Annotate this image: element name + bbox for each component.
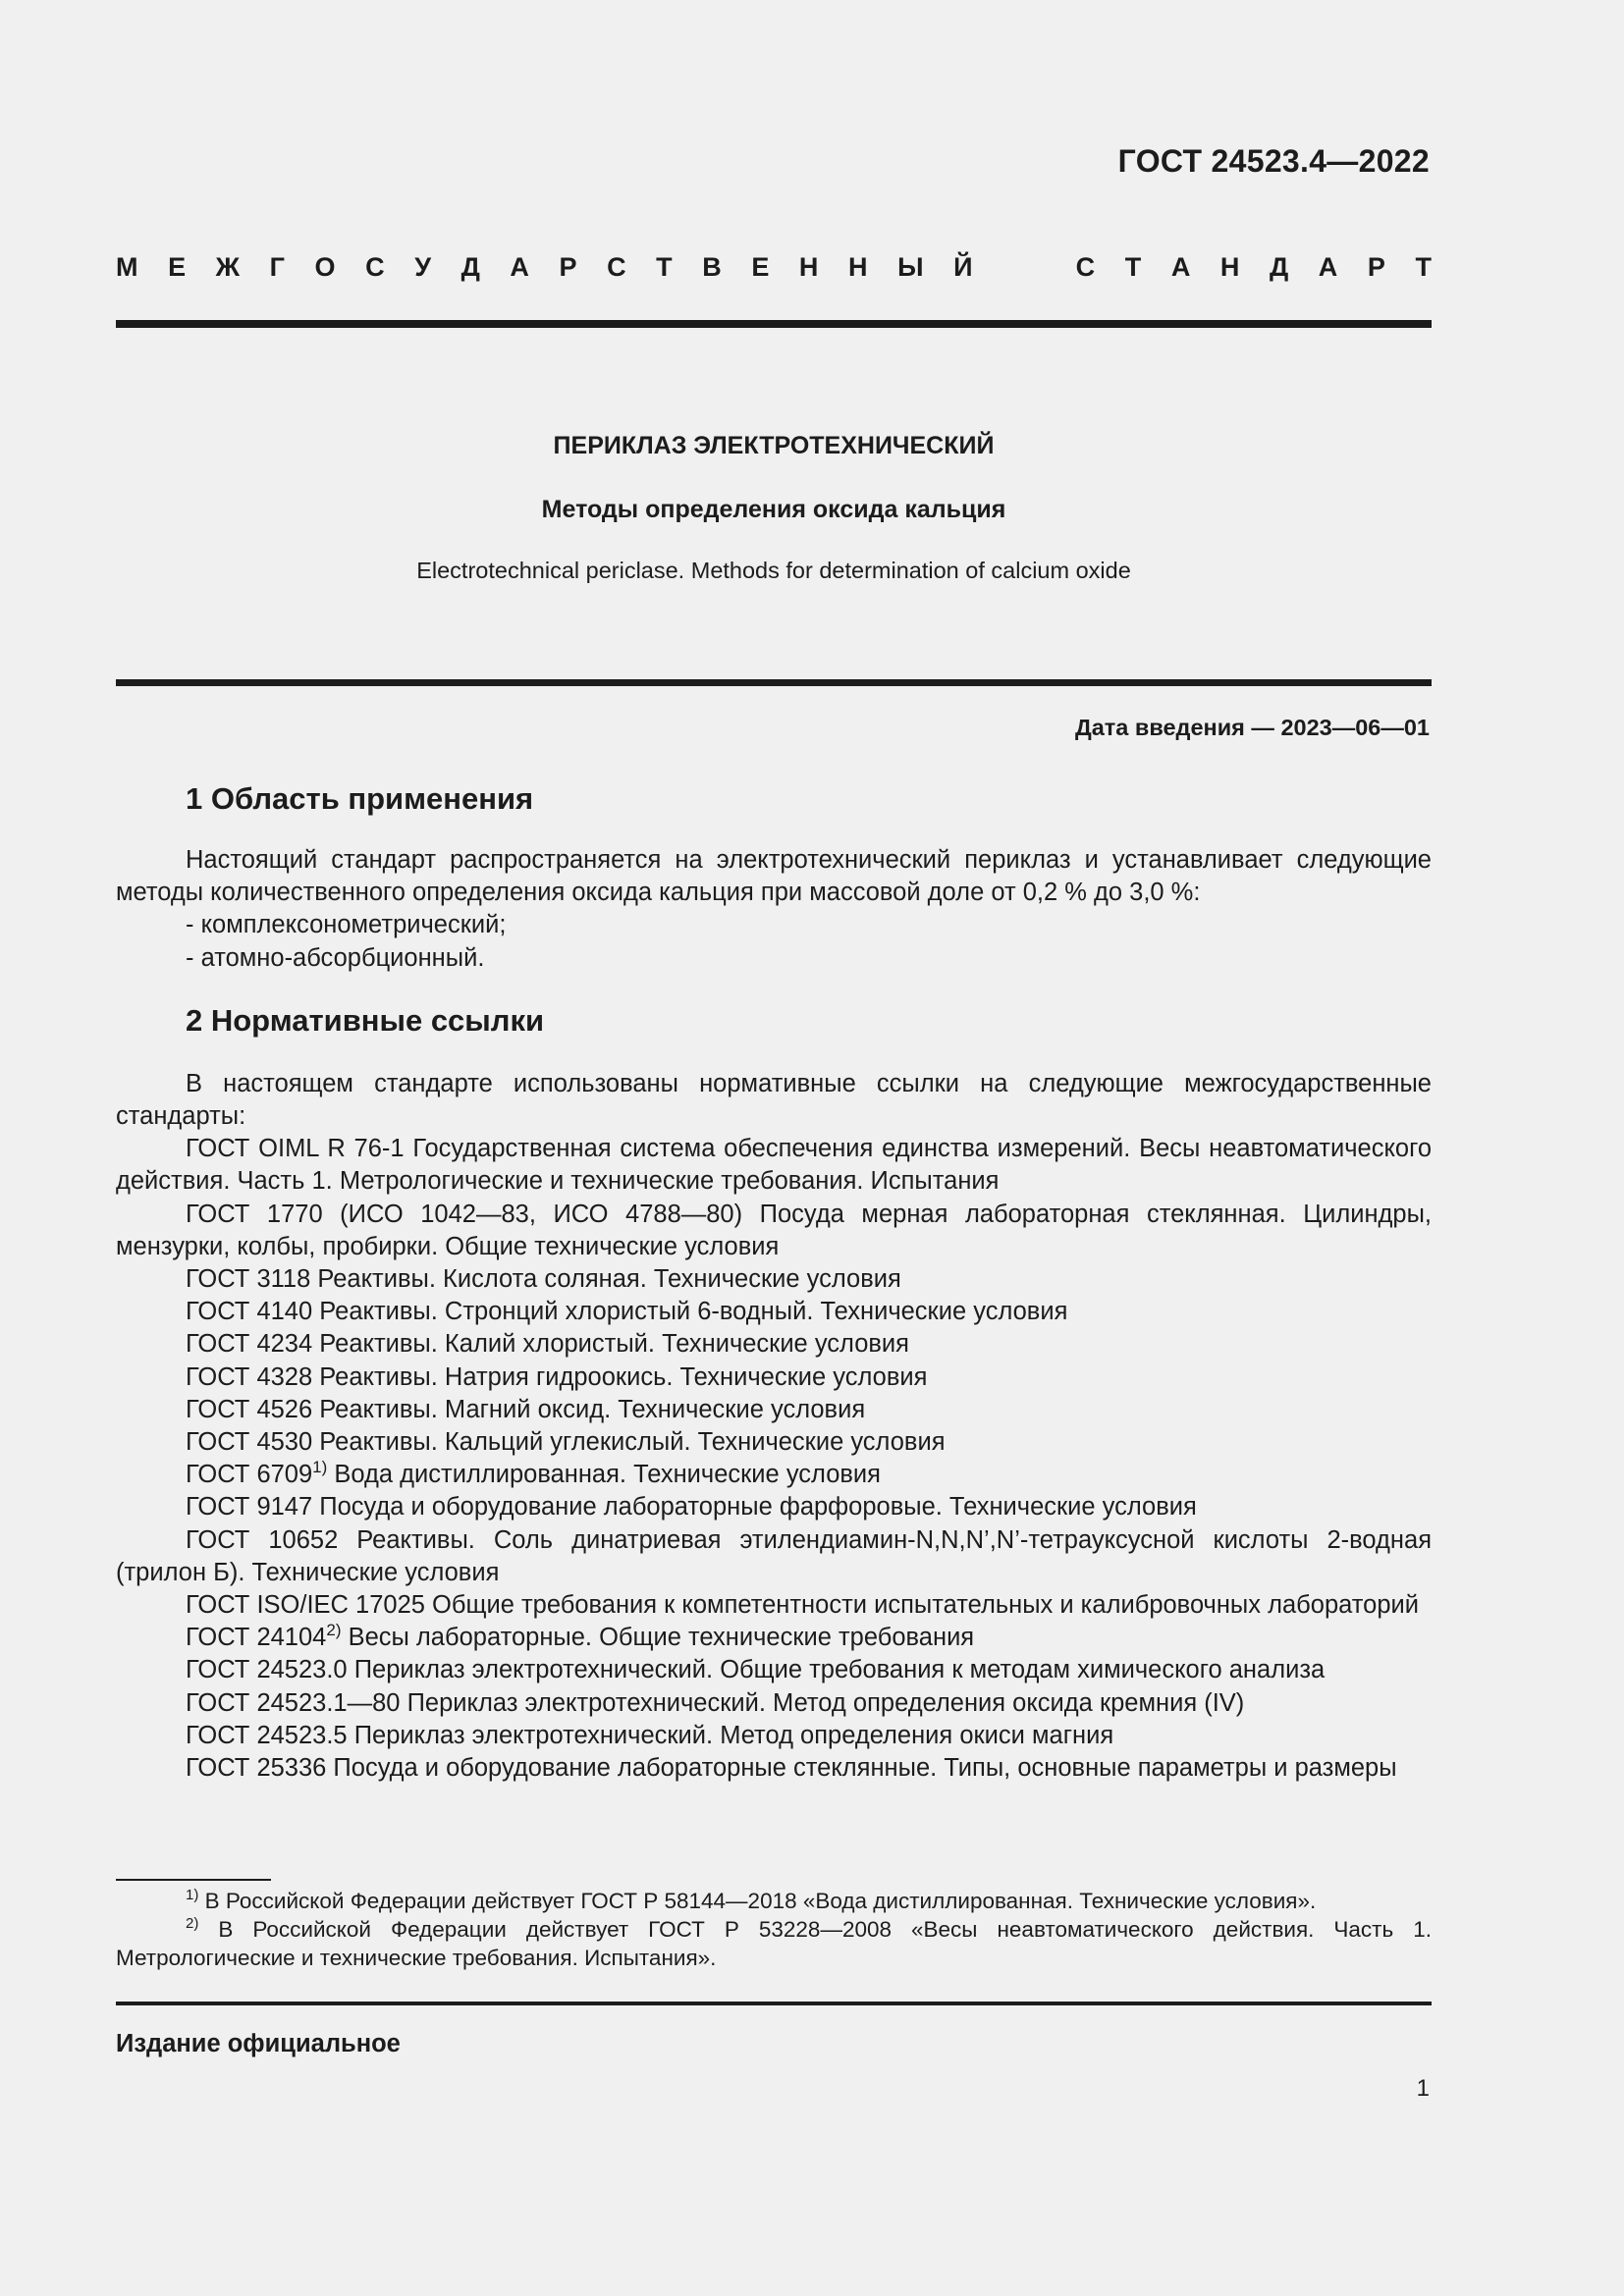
heading-letter: Н (798, 252, 819, 282)
reference-item: ГОСТ 3118 Реактивы. Кислота соляная. Технические условия (186, 1265, 901, 1294)
footer-rule (116, 2002, 1432, 2005)
list-item: - атомно-абсорбционный. (186, 943, 485, 972)
reference-item: ГОСТ 4526 Реактивы. Магний оксид. Технические условия (186, 1395, 866, 1423)
document-code: ГОСТ 24523.4—2022 (1117, 143, 1430, 179)
document-title: ПЕРИКЛАЗ ЭЛЕКТРОТЕХНИЧЕСКИЙ (553, 432, 995, 459)
heading-letter: У (414, 252, 432, 282)
footnote-text: В Российской Федерации действует ГОСТ Р 58144—2018 «Вода дистиллированная. Технические условия». (198, 1889, 1317, 1913)
heading-letter: Р (1367, 252, 1385, 282)
heading-letter: Й (953, 252, 973, 282)
page-number: 1 (1416, 2075, 1430, 2102)
section-1-paragraph: Настоящий стандарт распространяется на электротехнический периклаз и устанавливает следующие методы количественного определения оксида кальция при массовой доле от 0,2 % до 3,0 %: (116, 846, 1432, 907)
footnotes (116, 1887, 1432, 1972)
heading-letter: Р (559, 252, 577, 282)
section-2-heading: 2 Нормативные ссылки (186, 1002, 545, 1038)
heading-letter: А (1318, 252, 1338, 282)
document-body (116, 781, 1432, 1785)
reference-item: ГОСТ ISO/IEC 17025 Общие требования к компетентности испытательных и калибровочных лабораторий (186, 1591, 1419, 1620)
footnote-mark: 1) (186, 1887, 199, 1903)
section-1-body (116, 844, 1432, 975)
heading-letter: Ж (215, 252, 241, 282)
heading-letter: М (116, 252, 138, 282)
document-title-english: Electrotechnical periclase. Methods for determination of calcium oxide (416, 558, 1131, 583)
heading-letter: Г (269, 252, 285, 282)
reference-item: ГОСТ 24523.1—80 Периклаз электротехнический. Метод определения оксида кремния (IV) (186, 1688, 1245, 1717)
reference-item: ГОСТ 10652 Реактивы. Соль динатриевая этилендиамин-N,N,N’,N’-тетрауксусной кислоты 2-водная (трилон Б). Технические условия (116, 1525, 1432, 1586)
heading-letter: А (1170, 252, 1191, 282)
footnote-mark: 2) (186, 1915, 199, 1932)
reference-item: ГОСТ 25336 Посуда и оборудование лабораторные стеклянные. Типы, основные параметры и размеры (186, 1754, 1397, 1783)
reference-item: ГОСТ 4328 Реактивы. Натрия гидроокись. Технические условия (186, 1362, 928, 1391)
footnote (116, 1915, 1432, 1972)
footnote-marker: 1) (312, 1458, 328, 1477)
reference-item (116, 1459, 1432, 1491)
reference-title: Весы лабораторные. Общие технические требования (341, 1624, 975, 1652)
heading-letter: О (314, 252, 336, 282)
heading-letter: Т (656, 252, 673, 282)
heading-letter: Д (460, 252, 480, 282)
title-rule (116, 679, 1432, 686)
introduction-date: Дата введения — 2023—06—01 (1074, 715, 1430, 740)
section-2-body (116, 1068, 1432, 1785)
heading-letter: В (702, 252, 722, 282)
reference-item: ГОСТ 4530 Реактивы. Кальций углекислый. Технические условия (186, 1428, 946, 1457)
footnote-text: В Российской Федерации действует ГОСТ Р 53228—2008 «Весы неавтоматического действия. Часть 1. Метрологические и технические требования. Испытания». (116, 1917, 1432, 1970)
heading-letter: С (607, 252, 626, 282)
list-item: - комплексонометрический; (186, 911, 507, 939)
reference-item: ГОСТ 9147 Посуда и оборудование лабораторные фарфоровые. Технические условия (186, 1493, 1197, 1522)
official-edition-label: Издание официальное (116, 2030, 401, 2057)
heading-letter: Т (1124, 252, 1142, 282)
heading-letter: Д (1269, 252, 1289, 282)
document-subtitle: Методы определения оксида кальция (541, 496, 1006, 523)
footnote-separator (116, 1879, 271, 1881)
reference-code: ГОСТ 6709 (186, 1461, 313, 1489)
heading-letter: Ы (897, 252, 924, 282)
heading-letter: Е (751, 252, 770, 282)
heading-letter: А (510, 252, 529, 282)
reference-item: ГОСТ 1770 (ИСО 1042—83, ИСО 4788—80) Посуда мерная лабораторная стеклянная. Цилиндры, мензурки, колбы, пробирки. Общие технические условия (116, 1200, 1432, 1260)
reference-item: ГОСТ 24523.5 Периклаз электротехнический. Метод определения окиси магния (186, 1721, 1114, 1749)
heading-letter: Н (848, 252, 868, 282)
section-1-heading: 1 Область применения (186, 781, 534, 816)
heading-letter: Т (1415, 252, 1432, 282)
heading-letter: С (1075, 252, 1096, 282)
header-rule (116, 320, 1432, 328)
reference-title: Вода дистиллированная. Технические условия (327, 1461, 881, 1489)
footnote-marker: 2) (326, 1621, 342, 1640)
reference-item: ГОСТ 4234 Реактивы. Калий хлористый. Технические условия (186, 1330, 909, 1359)
section-2-intro: В настоящем стандарте использованы нормативные ссылки на следующие межгосударственные стандарты: (116, 1069, 1432, 1131)
reference-code: ГОСТ 24104 (186, 1624, 327, 1652)
reference-item: ГОСТ 4140 Реактивы. Стронций хлористый 6-водный. Технические условия (186, 1298, 1068, 1326)
letter-gap (1002, 252, 1046, 283)
reference-item (116, 1622, 1432, 1654)
reference-item: ГОСТ 24523.0 Периклаз электротехнический. Общие требования к методам химического анализа (186, 1656, 1326, 1684)
footnote (116, 1887, 1432, 1915)
heading-letter: Н (1219, 252, 1240, 282)
standard-type-heading (116, 252, 1432, 283)
heading-letter: С (365, 252, 385, 282)
reference-item: ГОСТ OIML R 76-1 Государственная система обеспечения единства измерений. Весы неавтоматического действия. Часть 1. Метрологические и технические требования. Испытания (116, 1135, 1432, 1196)
heading-letter: Е (168, 252, 187, 282)
